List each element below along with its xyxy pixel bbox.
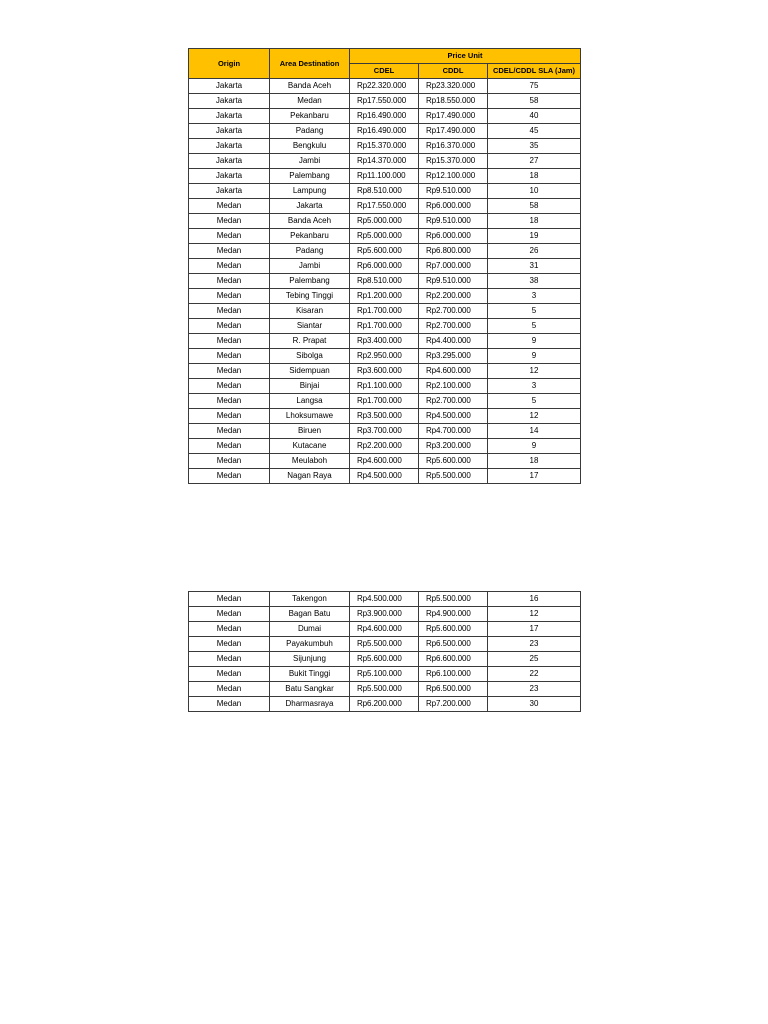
destination-cell: Sibolga (270, 349, 350, 364)
price-table-continued (188, 591, 581, 712)
cdel-price-cell: Rp16.490.000 (350, 124, 419, 139)
origin-cell: Medan (189, 469, 270, 484)
destination-cell: Lhoksumawe (270, 409, 350, 424)
cdel-price-cell: Rp16.490.000 (350, 109, 419, 124)
table-row (189, 229, 581, 244)
origin-cell: Medan (189, 607, 270, 622)
destination-cell: Jambi (270, 259, 350, 274)
table-row (189, 592, 581, 607)
sla-cell: 31 (488, 259, 581, 274)
cddl-price-cell: Rp17.490.000 (419, 109, 488, 124)
table-row (189, 667, 581, 682)
origin-cell: Medan (189, 304, 270, 319)
sla-cell: 18 (488, 214, 581, 229)
table-row (189, 364, 581, 379)
sla-cell: 5 (488, 394, 581, 409)
table-row (189, 454, 581, 469)
cdel-price-cell: Rp5.600.000 (350, 652, 419, 667)
cddl-price-cell: Rp15.370.000 (419, 154, 488, 169)
sla-cell: 12 (488, 409, 581, 424)
origin-cell: Medan (189, 199, 270, 214)
sla-cell: 5 (488, 304, 581, 319)
sla-cell: 22 (488, 667, 581, 682)
cdel-price-cell: Rp6.000.000 (350, 259, 419, 274)
price-table (188, 48, 581, 484)
cdel-price-cell: Rp4.500.000 (350, 469, 419, 484)
destination-cell: R. Prapat (270, 334, 350, 349)
table-row (189, 622, 581, 637)
origin-cell: Medan (189, 454, 270, 469)
origin-cell: Medan (189, 364, 270, 379)
cddl-price-cell: Rp3.295.000 (419, 349, 488, 364)
table-row (189, 184, 581, 199)
destination-cell: Tebing Tinggi (270, 289, 350, 304)
table-row (189, 424, 581, 439)
cddl-price-cell: Rp5.600.000 (419, 622, 488, 637)
table-row (189, 274, 581, 289)
origin-cell: Jakarta (189, 94, 270, 109)
destination-cell: Lampung (270, 184, 350, 199)
sla-cell: 9 (488, 334, 581, 349)
origin-cell: Medan (189, 289, 270, 304)
cdel-price-cell: Rp2.950.000 (350, 349, 419, 364)
destination-cell: Dumai (270, 622, 350, 637)
destination-cell: Banda Aceh (270, 79, 350, 94)
sla-cell: 19 (488, 229, 581, 244)
cddl-price-cell: Rp5.500.000 (419, 469, 488, 484)
cddl-price-cell: Rp6.000.000 (419, 199, 488, 214)
origin-cell: Medan (189, 349, 270, 364)
cddl-price-cell: Rp9.510.000 (419, 274, 488, 289)
origin-cell: Medan (189, 592, 270, 607)
table-body (189, 79, 581, 484)
cdel-price-cell: Rp1.700.000 (350, 394, 419, 409)
origin-cell: Medan (189, 667, 270, 682)
origin-cell: Medan (189, 244, 270, 259)
origin-cell: Medan (189, 637, 270, 652)
table-row (189, 697, 581, 712)
origin-cell: Medan (189, 274, 270, 289)
sla-cell: 16 (488, 592, 581, 607)
cddl-price-cell: Rp6.100.000 (419, 667, 488, 682)
cdel-price-cell: Rp2.200.000 (350, 439, 419, 454)
cdel-price-cell: Rp5.500.000 (350, 682, 419, 697)
destination-cell: Sijunjung (270, 652, 350, 667)
destination-cell: Payakumbuh (270, 637, 350, 652)
origin-cell: Medan (189, 424, 270, 439)
sla-cell: 45 (488, 124, 581, 139)
origin-cell: Jakarta (189, 139, 270, 154)
sla-cell: 58 (488, 94, 581, 109)
sla-cell: 75 (488, 79, 581, 94)
destination-cell: Langsa (270, 394, 350, 409)
table-row (189, 199, 581, 214)
table-row (189, 637, 581, 652)
cdel-price-cell: Rp3.700.000 (350, 424, 419, 439)
cddl-price-cell: Rp6.800.000 (419, 244, 488, 259)
table-row (189, 469, 581, 484)
cddl-price-cell: Rp2.200.000 (419, 289, 488, 304)
origin-cell: Medan (189, 652, 270, 667)
cdel-price-cell: Rp4.600.000 (350, 622, 419, 637)
sla-cell: 58 (488, 199, 581, 214)
sla-cell: 17 (488, 469, 581, 484)
table-row (189, 319, 581, 334)
table-row (189, 334, 581, 349)
table-row (189, 439, 581, 454)
cdel-price-cell: Rp5.600.000 (350, 244, 419, 259)
origin-cell: Medan (189, 409, 270, 424)
table-row (189, 109, 581, 124)
sla-cell: 35 (488, 139, 581, 154)
table-row (189, 349, 581, 364)
sla-cell: 25 (488, 652, 581, 667)
destination-cell: Kisaran (270, 304, 350, 319)
cddl-price-cell: Rp18.550.000 (419, 94, 488, 109)
header-cddl: CDDL (419, 64, 488, 79)
sla-cell: 17 (488, 622, 581, 637)
header-origin: Origin (189, 49, 270, 79)
origin-cell: Medan (189, 622, 270, 637)
cdel-price-cell: Rp11.100.000 (350, 169, 419, 184)
cdel-price-cell: Rp3.900.000 (350, 607, 419, 622)
destination-cell: Palembang (270, 274, 350, 289)
origin-cell: Medan (189, 319, 270, 334)
cddl-price-cell: Rp7.000.000 (419, 259, 488, 274)
cddl-price-cell: Rp3.200.000 (419, 439, 488, 454)
cddl-price-cell: Rp17.490.000 (419, 124, 488, 139)
table-row (189, 154, 581, 169)
cdel-price-cell: Rp14.370.000 (350, 154, 419, 169)
sla-cell: 38 (488, 274, 581, 289)
cddl-price-cell: Rp7.200.000 (419, 697, 488, 712)
table-row (189, 244, 581, 259)
table-row (189, 682, 581, 697)
origin-cell: Medan (189, 379, 270, 394)
origin-cell: Medan (189, 682, 270, 697)
destination-cell: Biruen (270, 424, 350, 439)
destination-cell: Nagan Raya (270, 469, 350, 484)
table-row (189, 304, 581, 319)
destination-cell: Padang (270, 244, 350, 259)
sla-cell: 14 (488, 424, 581, 439)
cdel-price-cell: Rp1.700.000 (350, 319, 419, 334)
cddl-price-cell: Rp4.400.000 (419, 334, 488, 349)
cdel-price-cell: Rp4.500.000 (350, 592, 419, 607)
destination-cell: Bukit Tinggi (270, 667, 350, 682)
origin-cell: Medan (189, 697, 270, 712)
cdel-price-cell: Rp5.500.000 (350, 637, 419, 652)
table-row (189, 394, 581, 409)
sla-cell: 23 (488, 682, 581, 697)
header-price-unit: Price Unit (350, 49, 581, 64)
origin-cell: Medan (189, 394, 270, 409)
table-row (189, 259, 581, 274)
cddl-price-cell: Rp6.500.000 (419, 682, 488, 697)
destination-cell: Banda Aceh (270, 214, 350, 229)
cddl-price-cell: Rp12.100.000 (419, 169, 488, 184)
cddl-price-cell: Rp23.320.000 (419, 79, 488, 94)
cdel-price-cell: Rp3.500.000 (350, 409, 419, 424)
sla-cell: 12 (488, 607, 581, 622)
destination-cell: Meulaboh (270, 454, 350, 469)
sla-cell: 12 (488, 364, 581, 379)
origin-cell: Jakarta (189, 109, 270, 124)
cdel-price-cell: Rp3.600.000 (350, 364, 419, 379)
cdel-price-cell: Rp5.000.000 (350, 214, 419, 229)
cddl-price-cell: Rp2.700.000 (419, 394, 488, 409)
header-sla: CDEL/CDDL SLA (Jam) (488, 64, 581, 79)
table-row (189, 409, 581, 424)
cdel-price-cell: Rp1.200.000 (350, 289, 419, 304)
cdel-price-cell: Rp5.100.000 (350, 667, 419, 682)
origin-cell: Medan (189, 214, 270, 229)
destination-cell: Bagan Batu (270, 607, 350, 622)
destination-cell: Bengkulu (270, 139, 350, 154)
destination-cell: Takengon (270, 592, 350, 607)
sla-cell: 9 (488, 349, 581, 364)
table-row (189, 169, 581, 184)
cddl-price-cell: Rp2.700.000 (419, 319, 488, 334)
destination-cell: Pekanbaru (270, 229, 350, 244)
sla-cell: 18 (488, 454, 581, 469)
sla-cell: 30 (488, 697, 581, 712)
sla-cell: 5 (488, 319, 581, 334)
origin-cell: Medan (189, 259, 270, 274)
origin-cell: Jakarta (189, 79, 270, 94)
sla-cell: 3 (488, 289, 581, 304)
cddl-price-cell: Rp2.100.000 (419, 379, 488, 394)
cdel-price-cell: Rp15.370.000 (350, 139, 419, 154)
sla-cell: 3 (488, 379, 581, 394)
table-body-continued (189, 592, 581, 712)
destination-cell: Jakarta (270, 199, 350, 214)
destination-cell: Jambi (270, 154, 350, 169)
header-cdel: CDEL (350, 64, 419, 79)
cddl-price-cell: Rp4.700.000 (419, 424, 488, 439)
cddl-price-cell: Rp5.500.000 (419, 592, 488, 607)
origin-cell: Jakarta (189, 124, 270, 139)
table-row (189, 94, 581, 109)
table-row (189, 214, 581, 229)
cddl-price-cell: Rp2.700.000 (419, 304, 488, 319)
cdel-price-cell: Rp3.400.000 (350, 334, 419, 349)
cdel-price-cell: Rp17.550.000 (350, 94, 419, 109)
cdel-price-cell: Rp6.200.000 (350, 697, 419, 712)
cddl-price-cell: Rp4.500.000 (419, 409, 488, 424)
sla-cell: 9 (488, 439, 581, 454)
origin-cell: Jakarta (189, 184, 270, 199)
cdel-price-cell: Rp1.100.000 (350, 379, 419, 394)
destination-cell: Kutacane (270, 439, 350, 454)
cdel-price-cell: Rp4.600.000 (350, 454, 419, 469)
table-row (189, 139, 581, 154)
sla-cell: 27 (488, 154, 581, 169)
origin-cell: Medan (189, 229, 270, 244)
cdel-price-cell: Rp8.510.000 (350, 184, 419, 199)
cddl-price-cell: Rp6.600.000 (419, 652, 488, 667)
cddl-price-cell: Rp9.510.000 (419, 184, 488, 199)
destination-cell: Batu Sangkar (270, 682, 350, 697)
cddl-price-cell: Rp5.600.000 (419, 454, 488, 469)
origin-cell: Jakarta (189, 169, 270, 184)
table-header (189, 49, 581, 79)
origin-cell: Medan (189, 334, 270, 349)
cdel-price-cell: Rp8.510.000 (350, 274, 419, 289)
destination-cell: Padang (270, 124, 350, 139)
cdel-price-cell: Rp22.320.000 (350, 79, 419, 94)
table-row (189, 124, 581, 139)
cdel-price-cell: Rp5.000.000 (350, 229, 419, 244)
table-row (189, 289, 581, 304)
destination-cell: Medan (270, 94, 350, 109)
destination-cell: Palembang (270, 169, 350, 184)
destination-cell: Dharmasraya (270, 697, 350, 712)
sla-cell: 18 (488, 169, 581, 184)
table-row (189, 79, 581, 94)
destination-cell: Sidempuan (270, 364, 350, 379)
sla-cell: 23 (488, 637, 581, 652)
table-row (189, 379, 581, 394)
origin-cell: Medan (189, 439, 270, 454)
cddl-price-cell: Rp6.000.000 (419, 229, 488, 244)
destination-cell: Pekanbaru (270, 109, 350, 124)
header-destination: Area Destination (270, 49, 350, 79)
cddl-price-cell: Rp9.510.000 (419, 214, 488, 229)
sla-cell: 10 (488, 184, 581, 199)
destination-cell: Binjai (270, 379, 350, 394)
cddl-price-cell: Rp4.900.000 (419, 607, 488, 622)
table-row (189, 607, 581, 622)
sla-cell: 26 (488, 244, 581, 259)
cddl-price-cell: Rp6.500.000 (419, 637, 488, 652)
table-row (189, 652, 581, 667)
cddl-price-cell: Rp16.370.000 (419, 139, 488, 154)
destination-cell: Siantar (270, 319, 350, 334)
cdel-price-cell: Rp1.700.000 (350, 304, 419, 319)
sla-cell: 40 (488, 109, 581, 124)
cdel-price-cell: Rp17.550.000 (350, 199, 419, 214)
origin-cell: Jakarta (189, 154, 270, 169)
cddl-price-cell: Rp4.600.000 (419, 364, 488, 379)
